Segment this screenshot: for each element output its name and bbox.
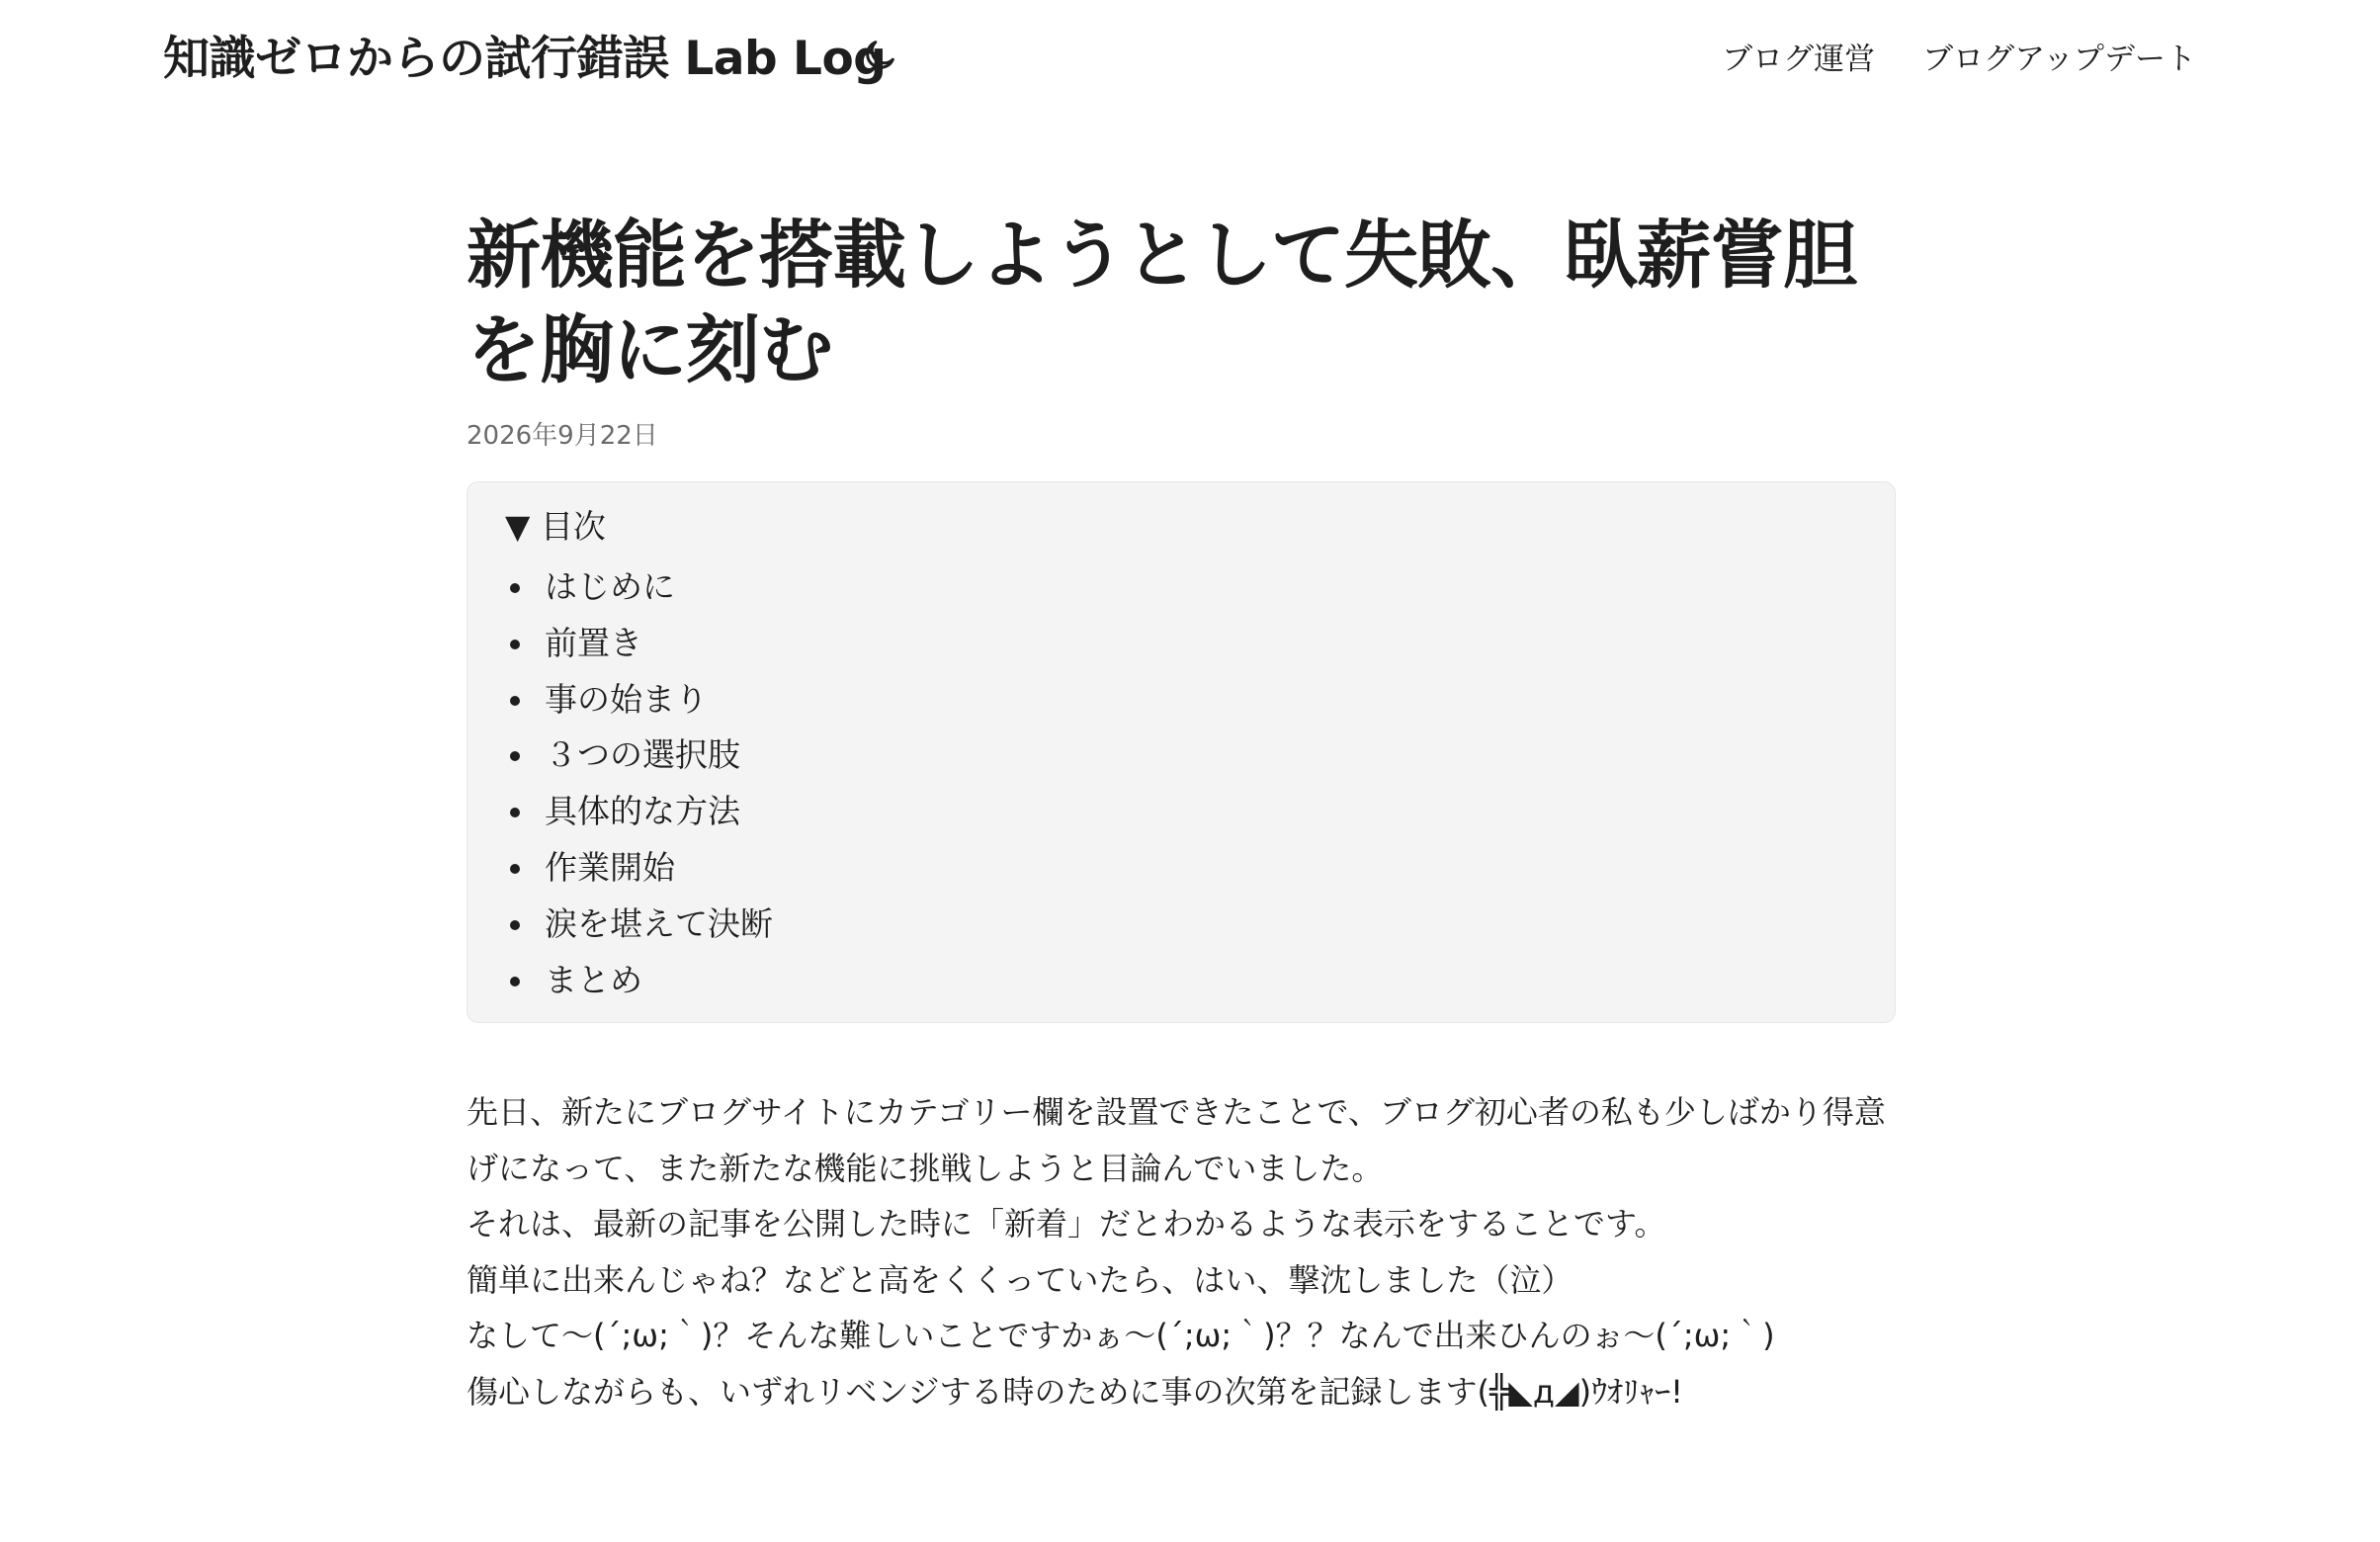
toc-link-summary[interactable]: まとめ: [545, 960, 642, 999]
toc-toggle[interactable]: [505, 502, 1857, 552]
body-paragraph: 簡単に出来んじゃね？などと高をくくっていたら、はい、撃沈しました（泣）: [467, 1260, 1573, 1299]
site-title[interactable]: 知識ゼロからの試行錯誤 Lab Log: [163, 32, 887, 86]
body-paragraph: 傷心しながらも、いずれリベンジする時のために事の次第を記録します(╬◣д◢)ｳｵﾘｬｰ!: [467, 1372, 1683, 1411]
toc-link-three-options[interactable]: ３つの選択肢: [545, 735, 740, 775]
toc-summary-label: ▼ 目次: [505, 507, 606, 546]
body-paragraph: なして〜(´;ω;｀)？そんな難しいことですかぁ〜(´;ω;｀)？？なんで出来ひんのぉ〜(´;ω;｀): [467, 1317, 1775, 1354]
post-body: [467, 1084, 1898, 1419]
body-paragraph: 先日、新たにブログサイトにカテゴリー欄を設置できたことで、ブログ初心者の私も少しばかり得意げになって、また新たな機能に挑戦しようと目論んでいました。: [467, 1093, 1886, 1187]
toc-link-decision[interactable]: 涙を堪えて決断: [545, 903, 773, 943]
toc-item: [505, 616, 1857, 672]
site-header: [0, 0, 2380, 109]
nav-item-blog-update[interactable]: ブログアップデート: [1922, 42, 2196, 77]
toc-item: [505, 728, 1857, 784]
toc-link-beginning[interactable]: 事の始まり: [545, 679, 708, 719]
main-nav: [1722, 34, 2196, 78]
body-paragraph: それは、最新の記事を公開した時に「新着」だとわかるような表示をすることです。: [467, 1205, 1666, 1242]
toc-item: [505, 559, 1857, 616]
nav-item-blog-management[interactable]: ブログ運営: [1722, 42, 1876, 77]
toc-link-work-start[interactable]: 作業開始: [545, 847, 675, 887]
toc-item: [505, 897, 1857, 953]
toc-item: [505, 840, 1857, 897]
toc-link-preface[interactable]: 前置き: [545, 623, 642, 662]
toc-item: [505, 784, 1857, 840]
toc-item: [505, 953, 1857, 1009]
post-date: 2026年9月22日: [467, 421, 658, 451]
toc-item: [505, 672, 1857, 728]
moon-icon[interactable]: [860, 36, 899, 75]
table-of-contents: [467, 481, 1896, 1023]
post-article: [467, 208, 1898, 1419]
toc-list: [505, 559, 1857, 1008]
toc-link-method[interactable]: 具体的な方法: [545, 792, 740, 831]
toc-link-intro[interactable]: はじめに: [545, 567, 675, 606]
page-title: 新機能を搭載しようとして失敗、臥薪嘗胆を胸に刻む: [467, 212, 1857, 393]
